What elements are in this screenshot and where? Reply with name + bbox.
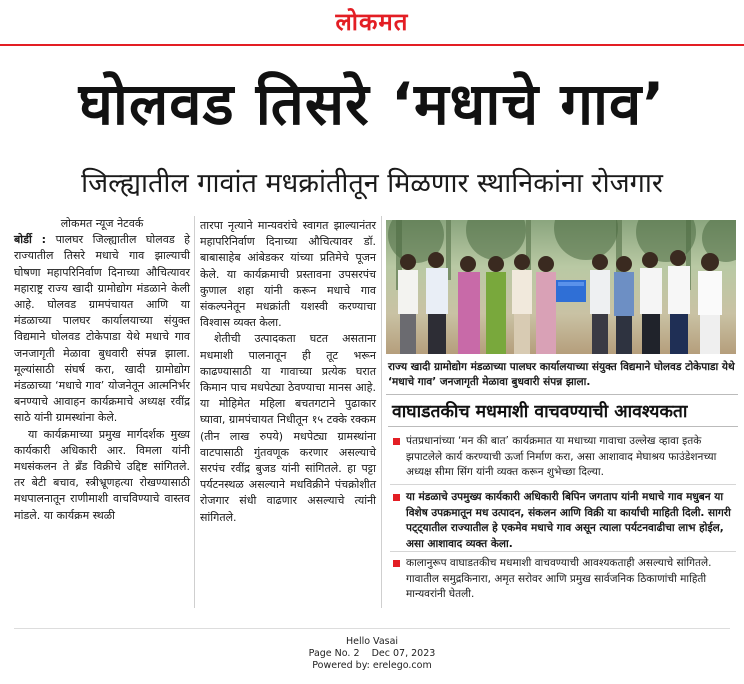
caption-rule <box>386 394 738 395</box>
event-photo <box>386 220 736 354</box>
sidebar-bullet <box>392 556 736 603</box>
sidebar-bullet-text: कालानुरूप वाघाडतकीच मधमाशी वाचवण्याची आवश्यकताही असल्याचे सांगितले. गावातील समुद्रकिनारा, अमृत सरोवर आणि प्रमुख सार्वजनिक ठिकाणांची माहिती मान्यवरांनी घेतली. <box>406 557 712 600</box>
article-paragraph: या कार्यक्रमाच्या प्रमुख मार्गदर्शक मुख्य कार्यकारी अधिकारी आर. विमला यांनी मधसंकलन ते ब्रँड विक्रीचे उद्दिष्ट सांगितले. तर बेटी बचाव, स्त्रीभ्रूणहत्या रोखण्यासाठी मधपालनातून राणीमाशी वाचविण्याचे वास्तव मांडले. या कार्यक्रम स्थळी <box>14 427 190 522</box>
sidebar-bullet-text: या मंडळाचे उपमुख्य कार्यकारी अधिकारी बिपिन जगताप यांनी मधाचे गाव मधुबन या विशेष उपक्रमातून मध उत्पादन, संकलन आणि विक्री या कार्याची माहिती दिली. सागरी पट्ट्यातील राज्यातील हे एकमेव मधाचे गाव असून त्याला पर्यटनवाढीचा लाभ होईल, असा आशावाद व्यक्त केला. <box>406 491 731 550</box>
sidebar-heading: वाघाडतकीच मधमाशी वाचवण्याची आवश्यकता <box>392 402 688 422</box>
column-divider <box>194 216 195 608</box>
bullet-square-icon <box>393 560 400 567</box>
sidebar-heading-rule <box>388 426 738 427</box>
masthead <box>0 0 744 44</box>
article-paragraph: तारपा नृत्याने मान्यवरांचे स्वागत झाल्यानंतर महापरिनिर्वाण दिनाच्या औचित्यावर डॉ. बाबासाहेब आंबेडकर यांच्या प्रतिमेचे पूजन केले. या कार्यक्रमाची प्रस्तावना उपसरपंच कुणाल शहा यांनी करून मधाचे गाव संकल्पनेतून मधक्रांती यशस्वी करण्याचा विश्वास व्यक्त केला. <box>200 219 376 330</box>
article-paragraph-text: पालघर जिल्ह्यातील घोलवड हे राज्यातील तिसरे मधाचे गाव झाल्याची घोषणा महापरिनिर्वाण दिनाच्या औचित्यावर महाराष्ट्र राज्य खादी ग्रामोद्योग मंडळाने केली आहे. घोलवड ग्रामपंचायत आणि या मंडळाच्या पालघर कार्यालयाच्या संयुक्त विद्यमाने घोलवड टोकेपाडा येथे मधाचे गाव जनजागृती मेळावा बुधवारी संपन्न झाला. मूल्यांसाठी संघर्ष करा, खादी ग्रामोद्योग मंडळाच्या ‘मधाचे गाव’ योजनेतून आत्मनिर्भर बनण्याचे आवाहन कार्यक्रमाचे अध्यक्ष रवींद्र साठे यांनी ग्रामस्थांना केले. <box>14 233 191 425</box>
lokmat-logo: लोकमत <box>335 8 409 36</box>
column-divider <box>381 216 382 608</box>
photo-caption: राज्य खादी ग्रामोद्योग मंडळाच्या पालघर कार्यालयाच्या संयुक्त विद्यमाने घोलवड टोकेपाडा येथे ‘मधाचे गाव’ जनजागृती मेळावा बुधवारी संपन्न झाला. <box>388 361 735 388</box>
bullet-separator <box>390 551 736 552</box>
sidebar-bullet <box>392 490 736 552</box>
footer-page: Page No. 2 <box>308 648 360 659</box>
article-paragraph: शेतीची उत्पादकता घटत असताना मधमाशी पालनातून ही तूट भरून काढण्यासाठी या गावाच्या प्रत्येक घरात किमान पाच मधपेट्या ठेवण्याचा मानस आहे. या मोहिमेत महिला बचतगटाने पुढाकार घ्यावा, ग्रामपंचायत निधीतून १५ टक्के रक्कम (तीन लाख रुपये) मधपेट्या ग्रामस्थांना वाटपासाठी गुंतवणूक करणार असल्याचे सरपंच रवींद्र बुजड यांनी सांगितले. हा पट्टा पर्यटनस्थळ असल्याने मधविक्रीने पंचक्रोशीत रोजगार संधी वाढणार असल्याचे त्यांनी सांगितले. <box>200 332 376 524</box>
bullet-square-icon <box>393 494 400 501</box>
masthead-rule <box>0 44 744 46</box>
sidebar-bullet <box>392 434 736 481</box>
footer-powered: Powered by: erelego.com <box>312 660 432 671</box>
page-footer <box>0 636 744 672</box>
headline: घोलवड तिसरे ‘मधाचे गाव’ <box>78 70 666 138</box>
bullet-square-icon <box>393 438 400 445</box>
sidebar-bullet-text: पंतप्रधानांच्या ‘मन की बात’ कार्यक्रमात या मधाच्या गावाचा उल्लेख व्हावा इतके झपाटलेले कार्य करण्याची ऊर्जा निर्माण करा, असा आशावाद मेघाश्रय फाउंडेशनच्या अध्यक्ष सीमा सिंग यांनी व्यक्त करून शुभेच्छा दिल्या. <box>406 435 717 478</box>
bullet-separator <box>390 484 736 485</box>
byline: लोकमत न्यूज नेटवर्क <box>60 217 144 230</box>
article-column-2 <box>200 218 376 526</box>
footer-edition: Hello Vasai <box>345 636 399 647</box>
page-bottom-rule <box>14 628 730 629</box>
article-column-1 <box>14 216 190 524</box>
footer-date: Dec 07, 2023 <box>371 648 436 659</box>
footer-page-date <box>0 648 744 660</box>
event-photo-illustration <box>386 220 736 354</box>
dateline: बोर्डी : <box>14 233 47 247</box>
subheadline: जिल्ह्यातील गावांत मधक्रांतीतून मिळणार स्थानिकांना रोजगार <box>81 168 663 199</box>
article-paragraph <box>14 232 190 426</box>
